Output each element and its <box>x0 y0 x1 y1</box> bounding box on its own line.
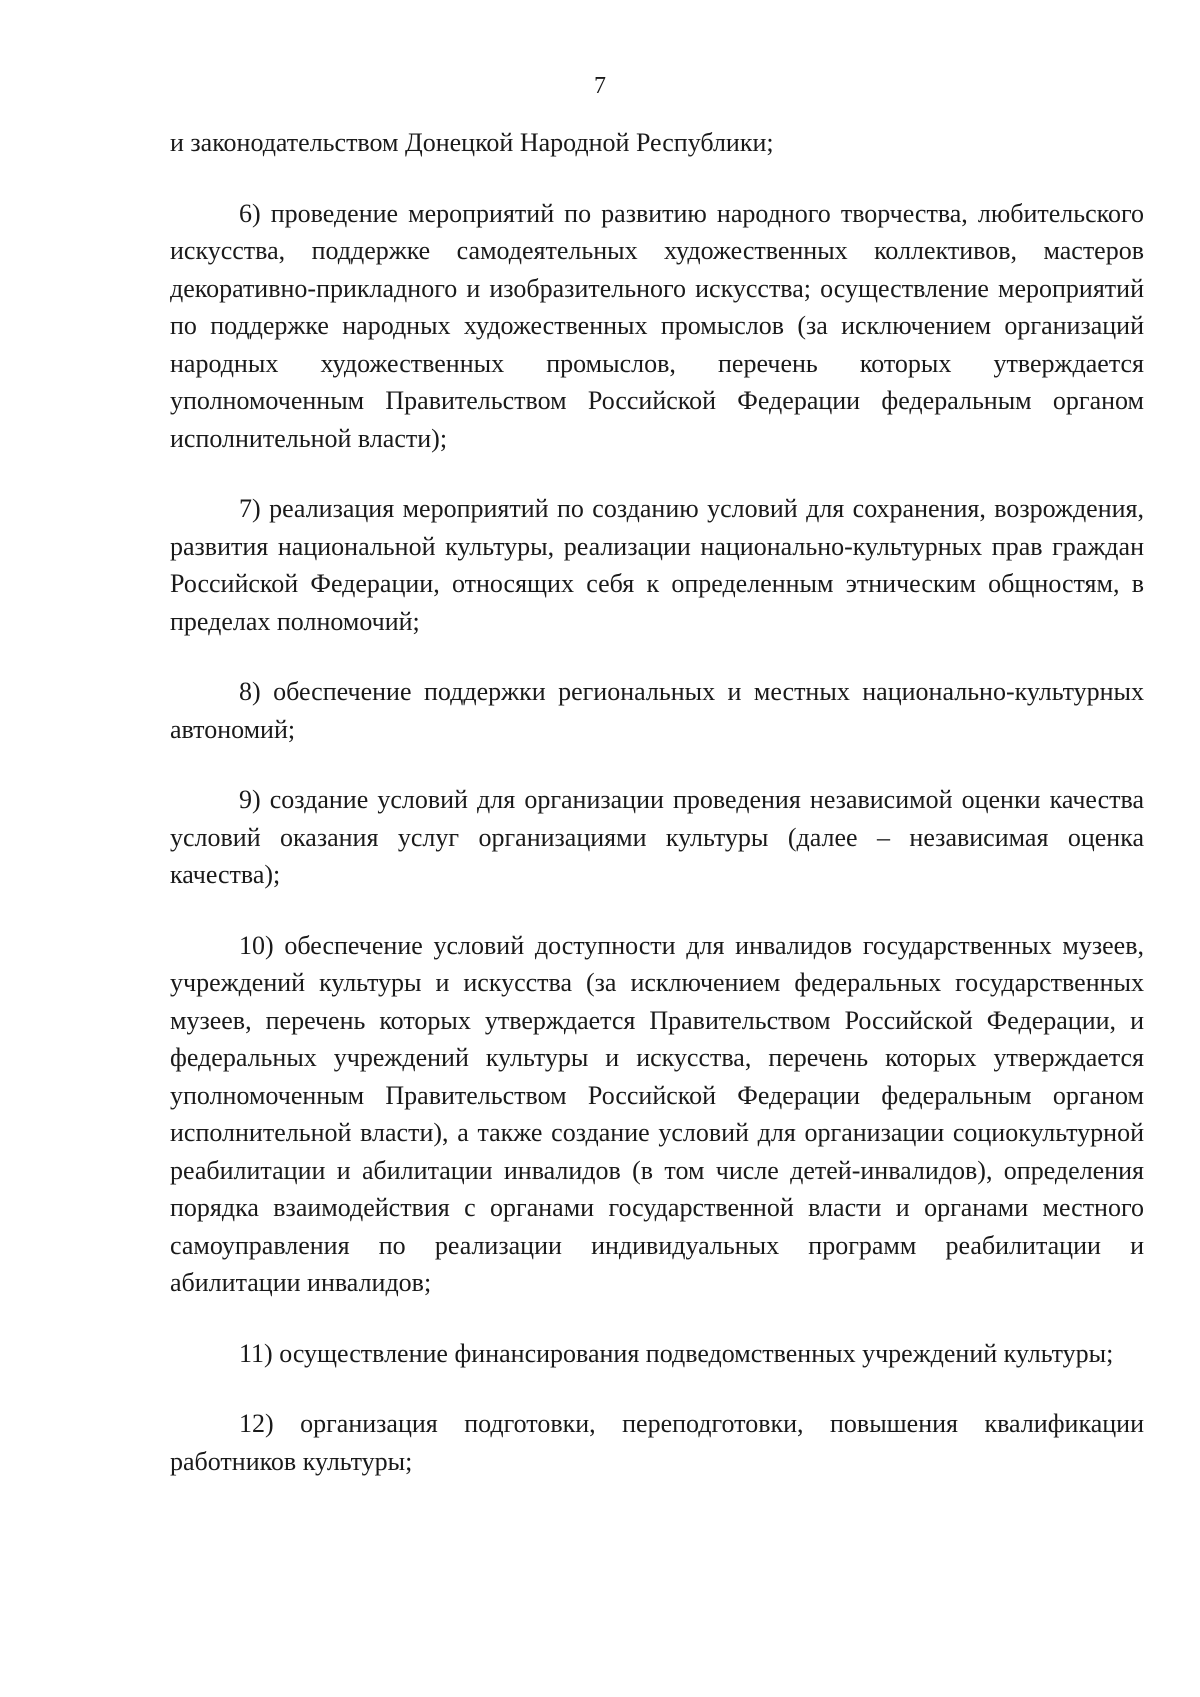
document-body <box>170 124 1144 1480</box>
paragraph-item-7: 7) реализация мероприятий по созданию условий для сохранения, возрождения, развития национальной культуры, реализации национально-культурных прав граждан Российской Федерации, относящих себя к определенным этническим общностям, в пределах полномочий; <box>170 494 1144 636</box>
paragraph-item-10: 10) обеспечение условий доступности для инвалидов государственных музеев, учреждений культуры и искусства (за исключением федеральных государственных музеев, перечень которых утверждается Правительством Российской Федерации, и федеральных учреждений культуры и искусства, перечень которых утверждается уполномоченным Правительством Российской Федерации федеральным органом исполнительной власти), а также создание условий для организации социокультурной реабилитации и абилитации инвалидов (в том числе детей-инвалидов), определения порядка взаимодействия с органами государственной власти и органами местного самоуправления по реализации индивидуальных программ реабилитации и абилитации инвалидов; <box>170 930 1144 1297</box>
paragraph-item-8: 8) обеспечение поддержки региональных и местных национально-культурных автономий; <box>170 677 1144 744</box>
paragraph-item-6: 6) проведение мероприятий по развитию народного творчества, любительского искусства, поддержке самодеятельных художественных коллективов, мастеров декоративно-прикладного и изобразительного искусства; осуществление мероприятий по поддержке народных художественных промыслов (за исключением организаций народных художественных промыслов, перечень которых утверждается уполномоченным Правительством Российской Федерации федеральным органом исполнительной власти); <box>170 198 1144 453</box>
paragraph-continuation: и законодательством Донецкой Народной Республики; <box>170 128 774 157</box>
page-number: 7 <box>594 73 606 99</box>
paragraph-item-12: 12) организация подготовки, переподготовки, повышения квалификации работников культуры; <box>170 1409 1144 1476</box>
paragraph-item-11: 11) осуществление финансирования подведомственных учреждений культуры; <box>239 1338 1114 1368</box>
paragraph-item-9: 9) создание условий для организации проведения независимой оценки качества условий оказания услуг организациями культуры (далее – независимая оценка качества); <box>170 785 1144 889</box>
